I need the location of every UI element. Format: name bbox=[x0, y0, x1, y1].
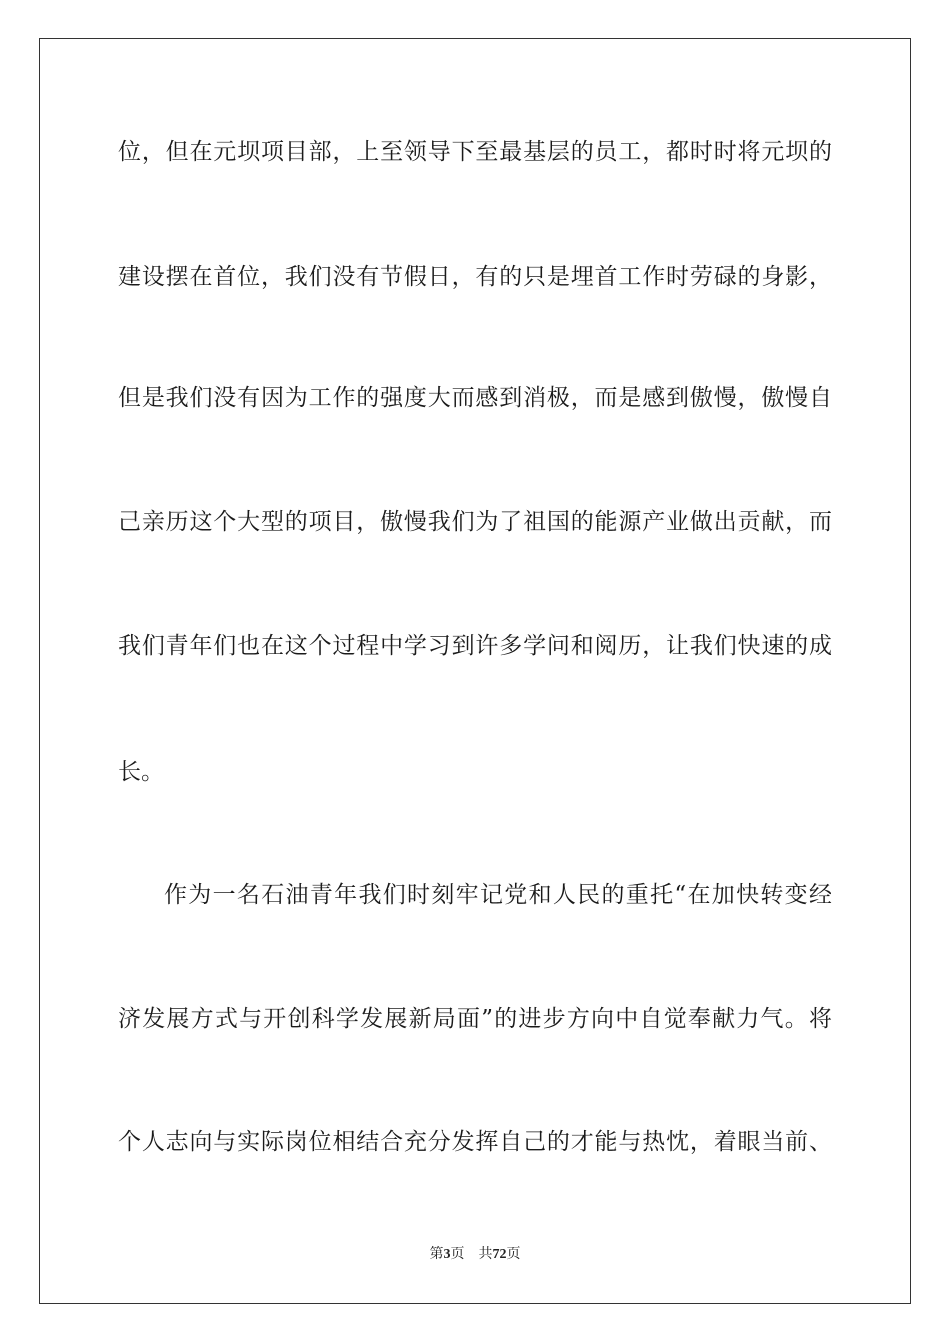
total-suffix: 页 bbox=[506, 1246, 521, 1262]
body-text-line: 长。 bbox=[118, 759, 164, 785]
total-pages: 72 bbox=[492, 1247, 507, 1262]
body-text-line: 位，但在元坝项目部，上至领导下至最基层的员工，都时时将元坝的 bbox=[118, 139, 832, 165]
paragraph-first-line: 作为一名石油青年我们时刻牢记党和人民的重托“在加快转变经 bbox=[164, 882, 832, 908]
body-text-line: 济发展方式与开创科学发展新局面”的进步方向中自觉奉献力气。将 bbox=[118, 1006, 832, 1032]
page-footer bbox=[0, 1245, 950, 1264]
page-border bbox=[39, 38, 911, 1304]
page-prefix: 第 bbox=[429, 1246, 444, 1262]
body-text-line: 但是我们没有因为工作的强度大而感到消极，而是感到傲慢，傲慢自 bbox=[118, 385, 832, 411]
body-text-line: 己亲历这个大型的项目，傲慢我们为了祖国的能源产业做出贡献，而 bbox=[118, 509, 832, 535]
total-prefix: 共 bbox=[478, 1246, 493, 1262]
page-suffix: 页 bbox=[450, 1246, 465, 1262]
page-number: 3 bbox=[443, 1247, 451, 1262]
body-text-line: 建设摆在首位，我们没有节假日，有的只是埋首工作时劳碌的身影， bbox=[118, 264, 832, 290]
body-text-line: 个人志向与实际岗位相结合充分发挥自己的才能与热忱，着眼当前、 bbox=[118, 1129, 832, 1155]
body-text-line: 我们青年们也在这个过程中学习到许多学问和阅历，让我们快速的成 bbox=[118, 633, 832, 659]
